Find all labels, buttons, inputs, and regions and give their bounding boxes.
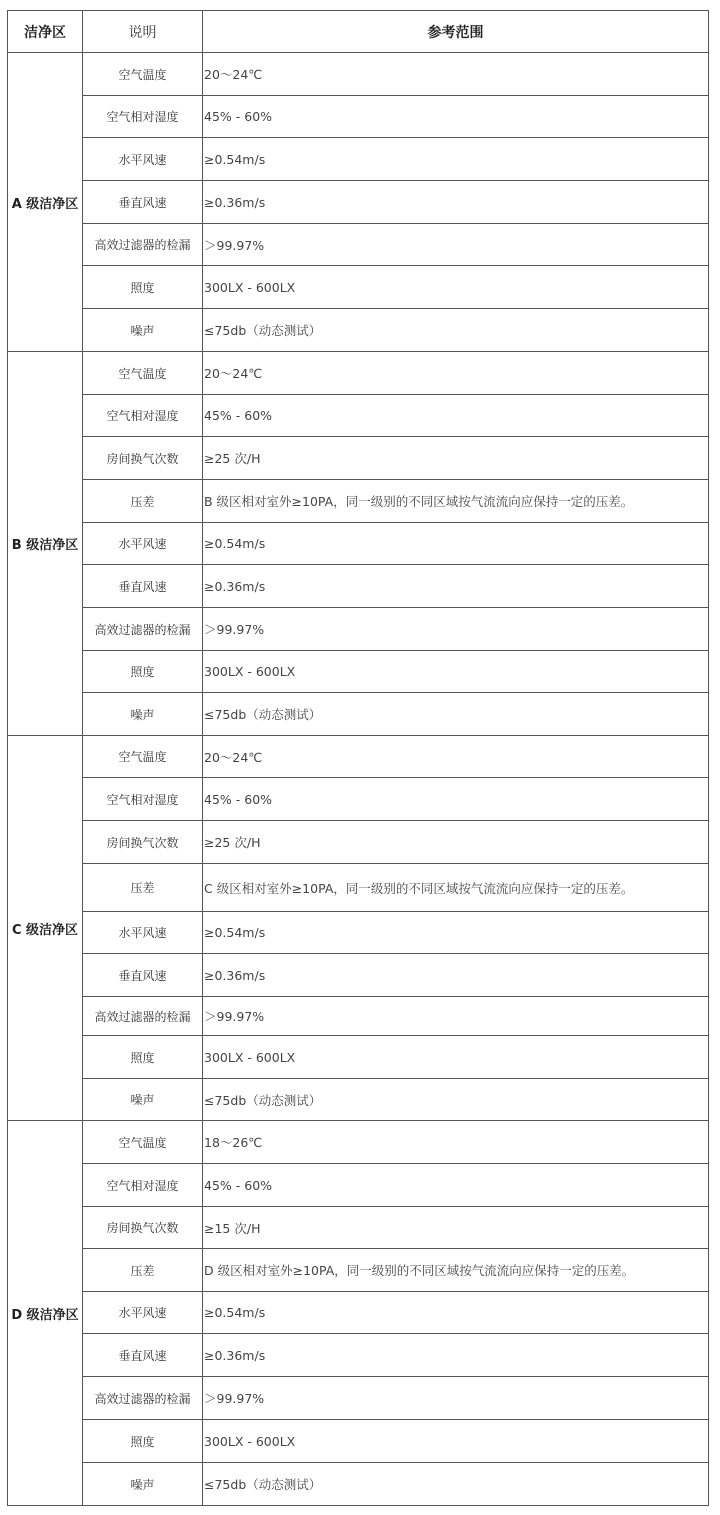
- parameter-value: ≤75db（动态测试）: [203, 309, 709, 352]
- parameter-name: 空气相对湿度: [83, 1164, 203, 1207]
- parameter-name: 照度: [83, 1036, 203, 1079]
- parameter-value: 300LX - 600LX: [203, 266, 709, 309]
- table-row: [8, 224, 709, 266]
- parameter-name: 噪声: [83, 1079, 203, 1121]
- parameter-value: ≥15 次/H: [203, 1207, 709, 1249]
- parameter-value: ≥0.36m/s: [203, 181, 709, 224]
- parameter-value: ≥25 次/H: [203, 821, 709, 864]
- parameter-name: 空气温度: [83, 53, 203, 96]
- parameter-name: 噪声: [83, 693, 203, 736]
- parameter-name: 水平风速: [83, 138, 203, 181]
- header-description: 说明: [83, 11, 203, 53]
- parameter-value: 45% - 60%: [203, 96, 709, 138]
- table-row: [8, 138, 709, 181]
- parameter-value: 300LX - 600LX: [203, 1036, 709, 1079]
- parameter-value: ≥0.36m/s: [203, 1334, 709, 1377]
- table-row: [8, 309, 709, 352]
- parameter-value: 20～24℃: [203, 352, 709, 395]
- parameter-name: 空气相对湿度: [83, 395, 203, 437]
- table-row: [8, 1207, 709, 1249]
- parameter-value: ＞99.97%: [203, 608, 709, 651]
- parameter-value: ≥0.54m/s: [203, 912, 709, 954]
- table-row: [8, 565, 709, 608]
- parameter-name: 高效过滤器的检漏: [83, 224, 203, 266]
- table-row: [8, 96, 709, 138]
- table-row: [8, 1463, 709, 1506]
- parameter-name: 照度: [83, 651, 203, 693]
- parameter-name: 照度: [83, 266, 203, 309]
- table-row: [8, 53, 709, 96]
- table-row: [8, 778, 709, 821]
- parameter-name: 高效过滤器的检漏: [83, 608, 203, 651]
- table-row: [8, 1079, 709, 1121]
- parameter-name: 空气相对湿度: [83, 778, 203, 821]
- table-row: [8, 912, 709, 954]
- parameter-value: D 级区相对室外≥10PA，同一级别的不同区域按气流流向应保持一定的压差。: [203, 1249, 709, 1292]
- table-row: [8, 954, 709, 997]
- parameter-value: C 级区相对室外≥10PA，同一级别的不同区域按气流流向应保持一定的压差。: [203, 864, 709, 912]
- table-row: [8, 266, 709, 309]
- parameter-value: 300LX - 600LX: [203, 651, 709, 693]
- parameter-value: 45% - 60%: [203, 395, 709, 437]
- header-range: 参考范围: [203, 11, 709, 53]
- parameter-value: 20～24℃: [203, 736, 709, 778]
- parameter-name: 压差: [83, 1249, 203, 1292]
- parameter-name: 房间换气次数: [83, 437, 203, 480]
- parameter-name: 高效过滤器的检漏: [83, 997, 203, 1036]
- zone-label: C 级洁净区: [8, 736, 83, 1121]
- parameter-value: 300LX - 600LX: [203, 1420, 709, 1463]
- parameter-name: 水平风速: [83, 1292, 203, 1334]
- table-row: [8, 181, 709, 224]
- table-row: [8, 1292, 709, 1334]
- parameter-name: 压差: [83, 480, 203, 523]
- parameter-value: B 级区相对室外≥10PA，同一级别的不同区域按气流流向应保持一定的压差。: [203, 480, 709, 523]
- parameter-value: ≥25 次/H: [203, 437, 709, 480]
- table-row: [8, 693, 709, 736]
- table-row: [8, 821, 709, 864]
- table-row: [8, 1036, 709, 1079]
- parameter-value: 20～24℃: [203, 53, 709, 96]
- parameter-value: ≥0.54m/s: [203, 138, 709, 181]
- parameter-name: 空气温度: [83, 352, 203, 395]
- parameter-name: 噪声: [83, 309, 203, 352]
- header-row: [8, 11, 709, 53]
- table-row: [8, 1377, 709, 1420]
- parameter-value: ≤75db（动态测试）: [203, 1079, 709, 1121]
- parameter-name: 高效过滤器的检漏: [83, 1377, 203, 1420]
- cleanroom-spec-table: [7, 10, 709, 1506]
- parameter-value: ＞99.97%: [203, 1377, 709, 1420]
- parameter-name: 水平风速: [83, 912, 203, 954]
- parameter-name: 垂直风速: [83, 1334, 203, 1377]
- zone-label: D 级洁净区: [8, 1121, 83, 1506]
- table-row: [8, 1164, 709, 1207]
- table-row: [8, 480, 709, 523]
- parameter-name: 噪声: [83, 1463, 203, 1506]
- parameter-value: 45% - 60%: [203, 1164, 709, 1207]
- parameter-value: ＞99.97%: [203, 224, 709, 266]
- parameter-name: 照度: [83, 1420, 203, 1463]
- parameter-name: 房间换气次数: [83, 1207, 203, 1249]
- parameter-value: ≥0.36m/s: [203, 954, 709, 997]
- parameter-name: 垂直风速: [83, 954, 203, 997]
- table-row: [8, 651, 709, 693]
- table-row: [8, 864, 709, 912]
- zone-label: A 级洁净区: [8, 53, 83, 352]
- parameter-name: 空气温度: [83, 1121, 203, 1164]
- parameter-value: ≤75db（动态测试）: [203, 693, 709, 736]
- table-row: [8, 1334, 709, 1377]
- parameter-name: 压差: [83, 864, 203, 912]
- table-row: [8, 437, 709, 480]
- table-row: [8, 395, 709, 437]
- table-row: [8, 997, 709, 1036]
- parameter-name: 空气相对湿度: [83, 96, 203, 138]
- zone-label: B 级洁净区: [8, 352, 83, 736]
- parameter-value: ≥0.54m/s: [203, 1292, 709, 1334]
- table-body: [8, 53, 709, 1506]
- table-row: [8, 1420, 709, 1463]
- parameter-value: ＞99.97%: [203, 997, 709, 1036]
- table-row: [8, 352, 709, 395]
- parameter-value: ≥0.54m/s: [203, 523, 709, 565]
- parameter-value: ≥0.36m/s: [203, 565, 709, 608]
- table-row: [8, 523, 709, 565]
- parameter-name: 空气温度: [83, 736, 203, 778]
- parameter-name: 房间换气次数: [83, 821, 203, 864]
- parameter-name: 水平风速: [83, 523, 203, 565]
- header-zone: 洁净区: [8, 11, 83, 53]
- parameter-value: 18～26℃: [203, 1121, 709, 1164]
- table-row: [8, 736, 709, 778]
- parameter-value: 45% - 60%: [203, 778, 709, 821]
- parameter-name: 垂直风速: [83, 181, 203, 224]
- parameter-value: ≤75db（动态测试）: [203, 1463, 709, 1506]
- table-row: [8, 608, 709, 651]
- table-row: [8, 1249, 709, 1292]
- parameter-name: 垂直风速: [83, 565, 203, 608]
- table-row: [8, 1121, 709, 1164]
